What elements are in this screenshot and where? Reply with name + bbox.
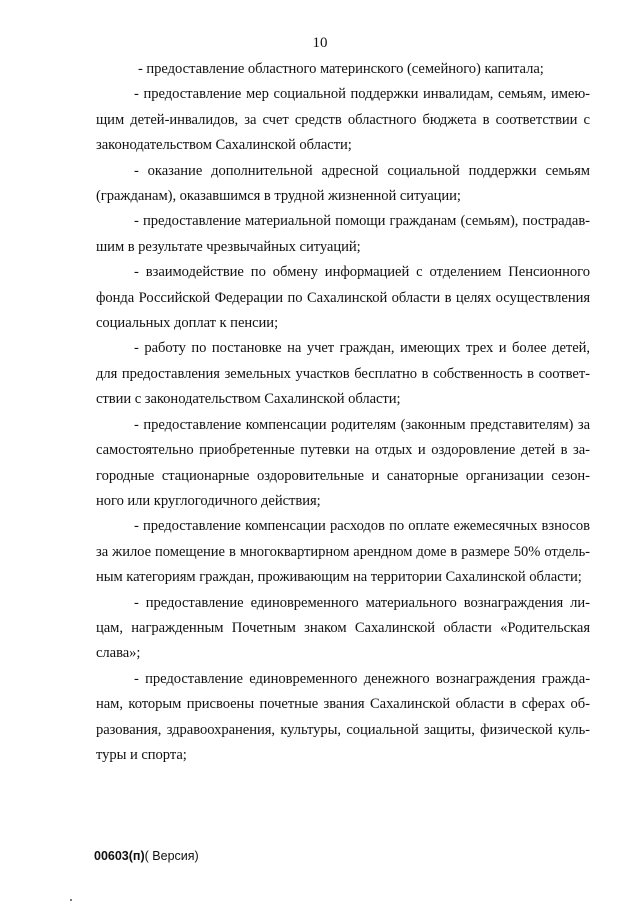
list-item: - предоставление единовременного денежного вознаграждения гражда-нам, которым присвоены почетные звания Сахалинской области в сферах об-разования, здравоохранения, культуры, социальной защиты, физической куль-туры и спорта; bbox=[96, 670, 590, 763]
scan-speck bbox=[70, 899, 72, 901]
document-code: 00603(п) bbox=[94, 849, 145, 863]
page-number: 10 bbox=[312, 35, 328, 51]
document-footer bbox=[94, 849, 199, 863]
document-version: ( Версия) bbox=[144, 849, 199, 863]
list-item: - предоставление областного материнского (семейного) капитала; bbox=[138, 61, 544, 77]
list-item: - взаимодействие по обмену информацией с отделением Пенсионного фонда Российской Федерации по Сахалинской области в целях осуществления социальных доплат к пенсии; bbox=[96, 264, 590, 332]
list-item: - работу по постановке на учет граждан, имеющих трех и более детей, для предоставления земельных участков бесплатно в собственность в соответ-ствии с законодательством Сахалинской области; bbox=[96, 340, 590, 408]
list-item: - предоставление материальной помощи гражданам (семьям), пострадав-шим в результате чрезвычайных ситуаций; bbox=[96, 213, 590, 255]
list-item: - предоставление единовременного материального вознаграждения ли-цам, награжденным Почетным знаком Сахалинской области «Родительская слава»; bbox=[96, 594, 590, 662]
list-item: - предоставление компенсации родителям (законным представителям) за самостоятельно приобретенные путевки на отдых и оздоровление детей в за-городные стационарные оздоровительные и санаторные организации сезон-ного или круглогодичного действия; bbox=[96, 416, 590, 509]
document-body bbox=[96, 57, 590, 768]
list-item: - предоставление мер социальной поддержки инвалидам, семьям, имею-щим детей-инвалидов, за счет средств областного бюджета в соответствии с законодательством Сахалинской области; bbox=[96, 86, 590, 154]
list-item: - предоставление компенсации расходов по оплате ежемесячных взносов за жилое помещение в многоквартирном арендном доме в размере 50% отдель-ным категориям граждан, проживающим на территории Сахалинской области; bbox=[96, 518, 590, 586]
list-item: - оказание дополнительной адресной социальной поддержки семьям (гражданам), оказавшимся в трудной жизненной ситуации; bbox=[96, 162, 590, 205]
